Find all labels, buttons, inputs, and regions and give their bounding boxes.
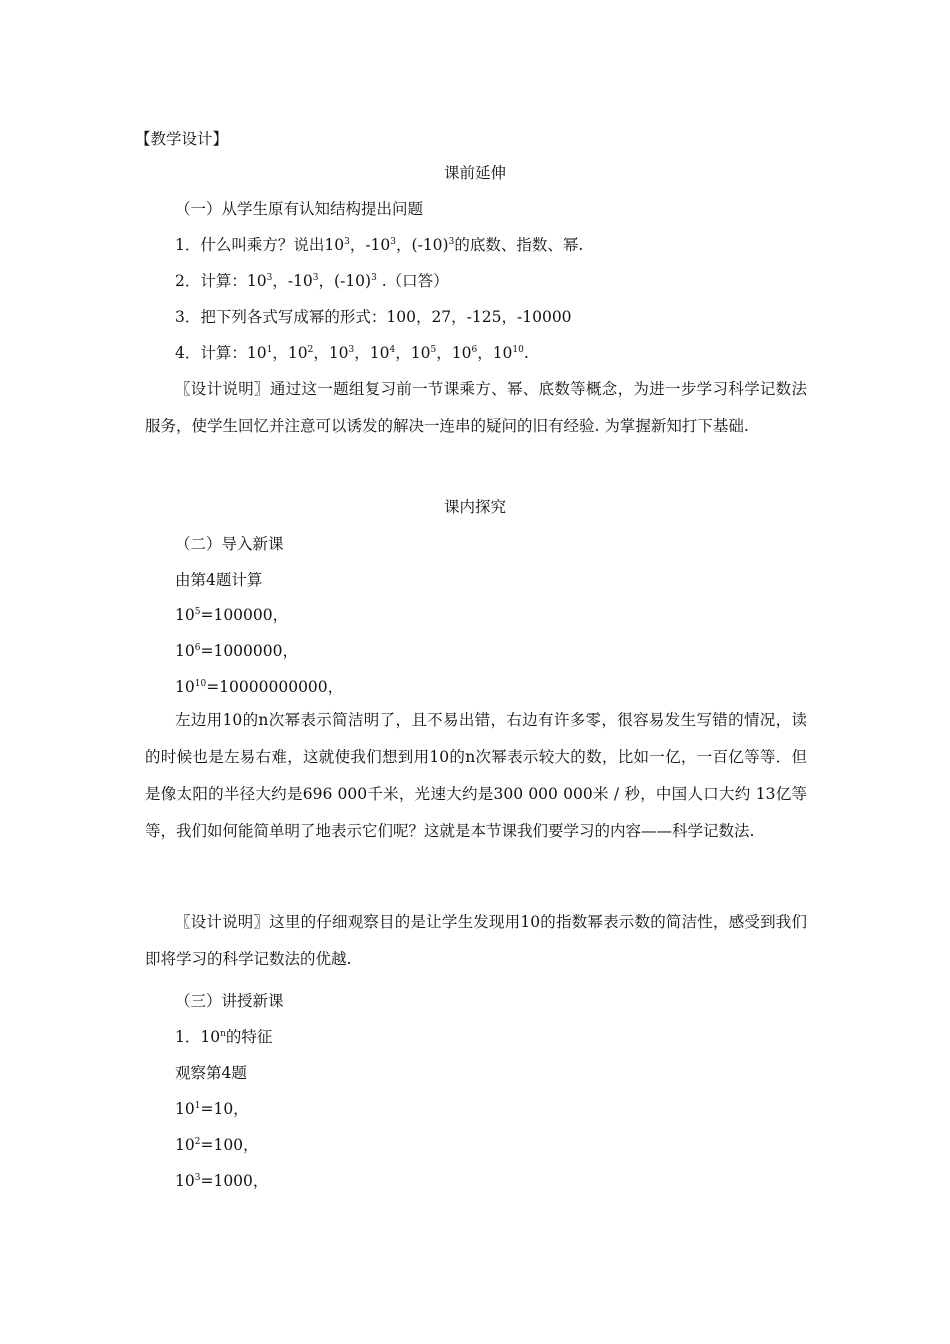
equation-10-10: $10^{10}=10000000000$， — [175, 678, 344, 696]
section-title-pre-class: 课前延伸 — [443, 164, 506, 182]
equation-10-3: $10^3=1000$， — [175, 1172, 269, 1190]
section-heading-3: （三）讲授新课 — [175, 992, 284, 1010]
item-10n-feature: 1．10$^n$的特征 — [175, 1028, 273, 1046]
observe-text: 观察第4题 — [175, 1064, 247, 1082]
section-heading-2: （二）导入新课 — [175, 535, 284, 553]
section-title-in-class: 课内探究 — [443, 498, 506, 516]
question-4: 4．计算：$10^1$，$10^2$，$10^3$，$10^4$，$10^5$，$10^6$，$10^{10}$. — [175, 344, 529, 362]
intro-text: 由第4题计算 — [175, 571, 263, 589]
explanation-paragraph: 左边用10的n次幂表示简洁明了，且不易出错，右边有许多零，很容易发生写错的情况，读的时候也是左易右难，这就使我们想到用10的n次幂表示较大的数，比如一亿，一百亿等等．但是像太阳的半径大约是696 000千米，光速大约是300 000 000米 / 秒，中国人口大约 13亿等等，我们如何能简单明了地表示它们呢？这就是本节课我们要学习的内容——科学记数法. — [145, 711, 807, 840]
equation-10-2: $10^2=100$， — [175, 1136, 259, 1154]
design-note-2: 〖设计说明〗这里的仔细观察目的是让学生发现用10的指数幂表示数的简洁性，感受到我们即将学习的科学记数法的优越. — [145, 913, 807, 968]
header-label: 【教学设计】 — [135, 130, 229, 148]
equation-10-6: $10^6=1000000$， — [175, 642, 298, 660]
equation-10-1: $10^1=10$， — [175, 1100, 249, 1118]
question-3: 3．把下列各式写成幂的形式：100，27，-125，-10000 — [175, 308, 572, 326]
design-note-1: 〖设计说明〗通过这一题组复习前一节课乘方、幂、底数等概念，为进一步学习科学记数法服务，使学生回忆并注意可以诱发的解决一连串的疑问的旧有经验. 为掌握新知打下基础. — [145, 380, 807, 435]
question-2: 2．计算：$10^3$，$-10^3$，$(-10)^3$ .（口答） — [175, 272, 449, 290]
section-heading-1: （一）从学生原有认知结构提出问题 — [175, 200, 424, 218]
equation-10-5: $10^5=100000$， — [175, 606, 289, 624]
question-1: 1．什么叫乘方？说出$10^3$，$-10^3$，$(-10)^3$的底数、指数、幂. — [175, 236, 584, 254]
